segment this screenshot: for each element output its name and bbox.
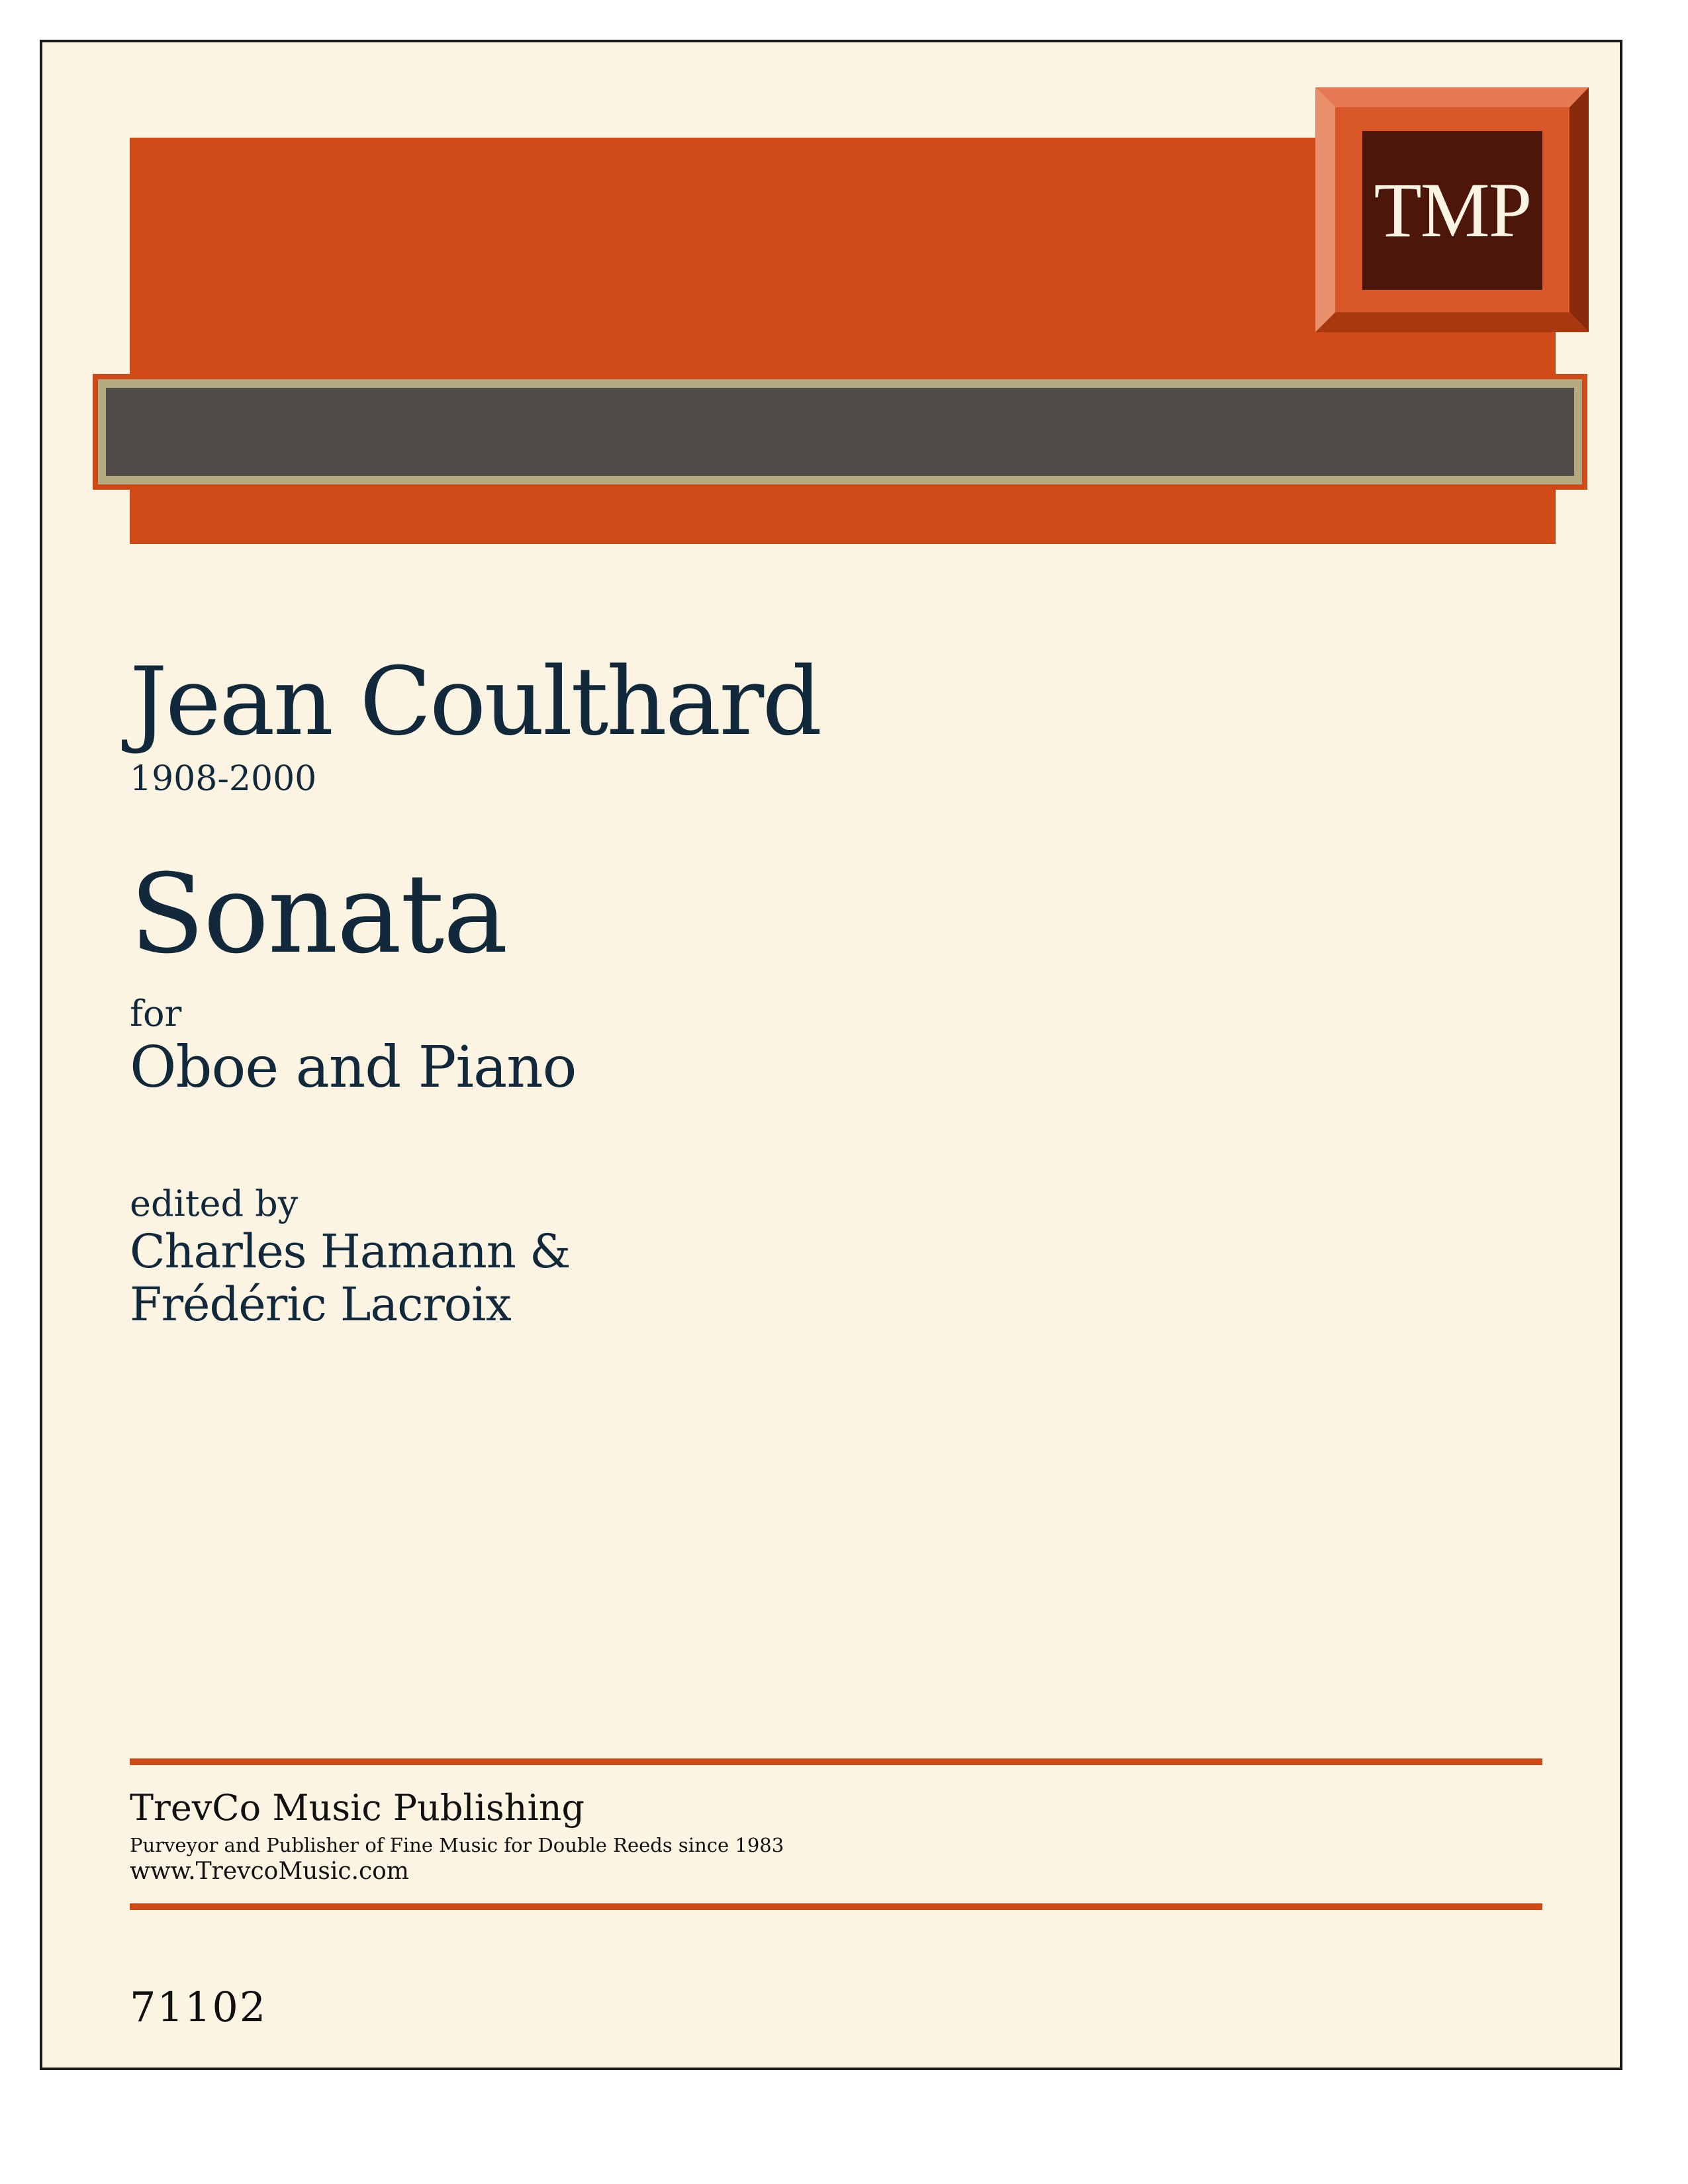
publisher-url: www.TrevcoMusic.com	[130, 1858, 409, 1885]
instrumentation: Oboe and Piano	[130, 1034, 577, 1101]
publisher-rule-top	[130, 1758, 1542, 1765]
header-band-center	[106, 388, 1574, 476]
composer-dates: 1908-2000	[130, 759, 317, 799]
editor-line-2: Frédéric Lacroix	[130, 1277, 511, 1332]
catalog-number: 71102	[130, 1983, 267, 2031]
tmp-logo-text: TMP	[1374, 167, 1531, 253]
edited-by-label: edited by	[130, 1183, 299, 1224]
for-label: for	[130, 993, 182, 1034]
publisher-tagline: Purveyor and Publisher of Fine Music for Double Reeds since 1983	[130, 1834, 784, 1856]
editor-line-1: Charles Hamann &	[130, 1224, 571, 1279]
publisher-rule-bottom	[130, 1903, 1542, 1910]
publisher-name: TrevCo Music Publishing	[130, 1787, 585, 1829]
composer-name: Jean Coulthard	[130, 647, 821, 756]
work-title: Sonata	[130, 850, 507, 978]
